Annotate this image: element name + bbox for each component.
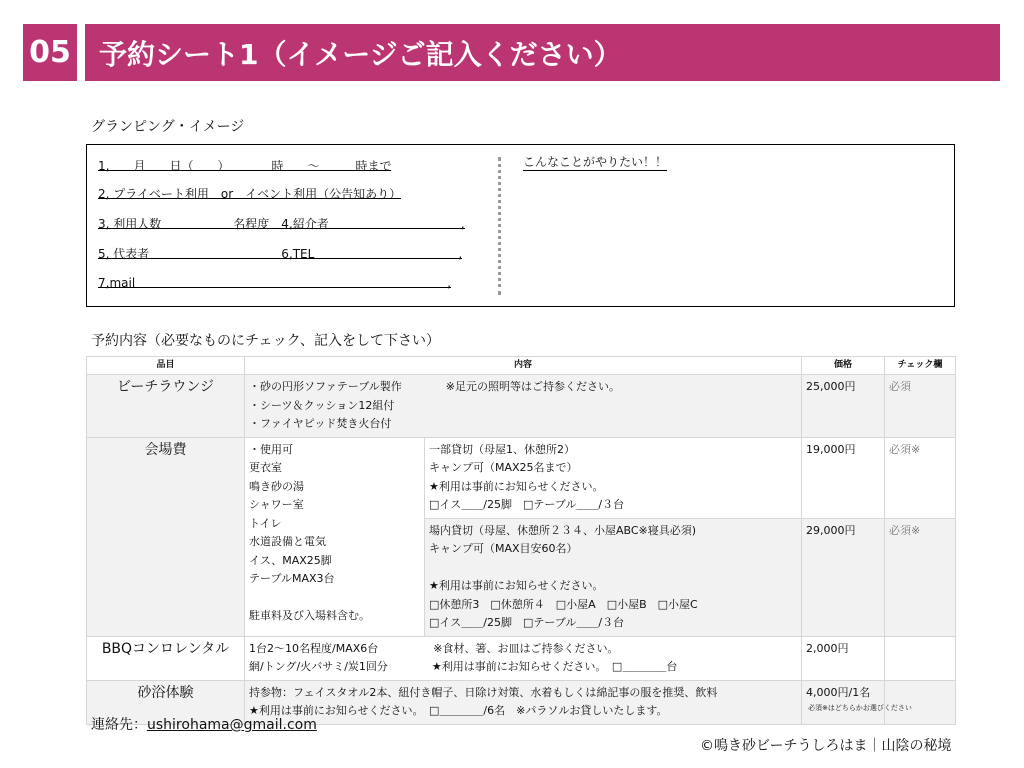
dotted-divider <box>498 157 501 295</box>
content-line: 鳴き砂の湯 <box>249 479 304 493</box>
form-line-mail[interactable] <box>98 274 451 288</box>
reservation-table <box>86 356 956 725</box>
item-check-beach-lounge[interactable]: 必須 <box>885 375 956 438</box>
item-content-bbq <box>245 636 802 680</box>
reserve-section-heading: 予約内容（必要なものにチェック、記入をして下さい） <box>91 333 441 349</box>
contact-line <box>91 714 317 734</box>
form-line-rep-tel-text: 5, 代表者 6,TEL , <box>98 247 463 261</box>
col-header-content: 内容 <box>245 357 802 375</box>
item-price-venue-partial: 19,000円 <box>802 437 885 518</box>
item-price-venue-full: 29,000円 <box>802 518 885 636</box>
table-row-beach-lounge <box>87 375 956 438</box>
content-line: 持参物：フェイスタオル2本、紐付き帽子、日除け対策、水着もしくは綿記事の服を推奨、飲料 <box>249 685 718 699</box>
col-header-price: 価格 <box>802 357 885 375</box>
content-line: ・ファイヤピッド焚き火台付 <box>249 417 392 430</box>
item-check-sand-bath[interactable] <box>885 680 956 724</box>
item-check-venue-full[interactable]: 必須※ <box>885 518 956 636</box>
item-name-beach-lounge: ビーチラウンジ <box>87 375 245 438</box>
content-line: 駐車料及び入場料含む。 <box>249 609 370 622</box>
form-line-rep-tel[interactable] <box>98 245 462 259</box>
content-line-blank <box>429 559 797 578</box>
item-price-bbq: 2,000円 <box>802 636 885 680</box>
content-line[interactable]: □イス＿＿/25脚 □テーブル＿＿/３台 <box>429 498 625 511</box>
content-line: 場内貸切（母屋、休憩所２３４、小屋ABC※寝具必須) <box>429 523 697 537</box>
form-line-date[interactable] <box>98 157 391 171</box>
item-name-venue: 会場費 <box>87 437 245 636</box>
content-line: ・砂の円形ソファテーブル製作 ※足元の照明等はご持参ください。 <box>249 380 621 393</box>
content-line[interactable]: 網/トング/火バサミ/炭1回分 ★利用は事前にお知らせください。 □＿＿＿＿台 <box>249 660 678 673</box>
form-line-mail-text: 7,mail , <box>98 276 451 290</box>
item-name-sand-bath: 砂浴体験 <box>87 680 245 724</box>
form-line-people-referrer-text: 3, 利用人数 名程度 4,紹介者 , <box>98 217 465 231</box>
item-check-venue-partial[interactable]: 必須※ <box>885 437 956 518</box>
content-line: キャンプ可（MAX目安60名） <box>429 542 578 555</box>
form-line-people-referrer[interactable] <box>98 215 465 229</box>
item-content-beach-lounge <box>245 375 802 438</box>
content-line: トイレ <box>249 516 282 530</box>
content-line: シャワー室 <box>249 498 304 511</box>
content-line: キャンプ可（MAX25名まで） <box>429 461 578 474</box>
content-line: 一部貸切（母屋1、休憩所2） <box>429 442 575 456</box>
contact-email-link[interactable]: ushirohama@gmail.com <box>147 717 317 733</box>
content-line: ・使用可 <box>249 442 293 456</box>
content-line-blank <box>249 589 420 608</box>
table-row-bbq <box>87 636 956 680</box>
content-line: 水道設備と電気 <box>249 535 326 548</box>
form-line-date-text: 1, 月 日（ ） 時 ～ 時まで <box>98 159 392 173</box>
content-line: 更衣室 <box>249 461 282 474</box>
item-content-venue-full <box>425 518 802 636</box>
table-row-venue-partial <box>87 437 956 518</box>
required-note: 必須※はどちらかお選びください <box>808 704 912 712</box>
item-price-beach-lounge: 25,000円 <box>802 375 885 438</box>
wish-label: こんなことがやりたい！！ <box>523 155 668 169</box>
content-line: 1台2〜10名程度/MAX6台 ※食材、箸、お皿はご持参ください。 <box>249 641 619 655</box>
content-line: テーブルMAX3台 <box>249 572 335 585</box>
content-line[interactable]: □イス＿＿/25脚 □テーブル＿＿/３台 <box>429 616 625 629</box>
content-line: ★利用は事前にお知らせください。 <box>429 479 604 493</box>
form-line-usage-text: 2, プライベート利用 or イベント利用（公告知あり） <box>98 187 402 201</box>
item-content-venue-partial <box>425 437 802 518</box>
item-content-sand-bath <box>245 680 802 724</box>
page-title: 予約シート1（イメージご記入ください） <box>85 24 1000 81</box>
content-line[interactable]: □休憩所3 □休憩所４ □小屋A □小屋B □小屋C <box>429 597 698 611</box>
col-header-check: チェック欄 <box>885 357 956 375</box>
image-form-box <box>86 144 955 307</box>
item-name-bbq: BBQコンロレンタル <box>87 636 245 680</box>
col-header-item: 品目 <box>87 357 245 375</box>
item-price-sand-bath: 4,000円/1名 <box>802 680 885 724</box>
item-check-bbq[interactable] <box>885 636 956 680</box>
contact-label: 連絡先： <box>91 717 147 733</box>
content-line: ・シーツ＆クッション12組付 <box>249 398 395 412</box>
image-section-heading: グランピング・イメージ <box>91 119 245 135</box>
content-line: ★利用は事前にお知らせください。 <box>429 579 604 592</box>
form-line-usage[interactable] <box>98 185 401 199</box>
item-content-venue-common <box>245 437 425 636</box>
table-header-row <box>87 357 956 375</box>
section-number: 05 <box>23 24 77 81</box>
content-line[interactable]: ★利用は事前にお知らせください。 □＿＿＿＿/6名 ※パラソルお貸しいたします。 <box>249 704 668 717</box>
copyright: ©鳴き砂ビーチうしろはま｜山陰の秘境 <box>700 738 952 754</box>
content-line: イス、MAX25脚 <box>249 553 332 567</box>
